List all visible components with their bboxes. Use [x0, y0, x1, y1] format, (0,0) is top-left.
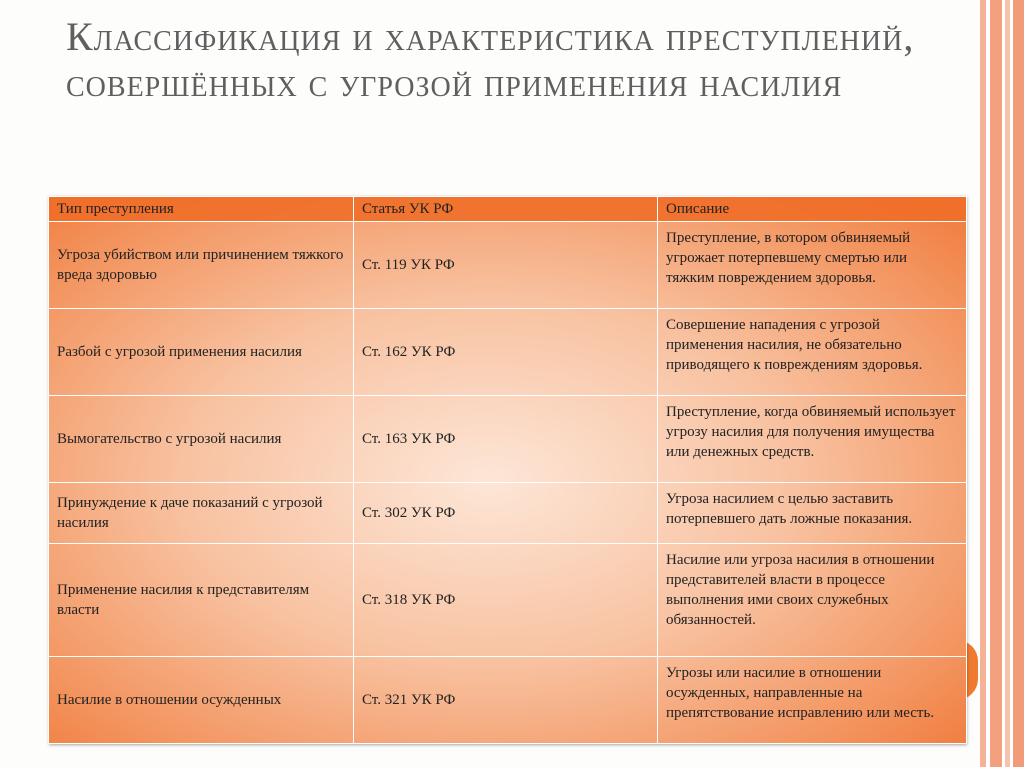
- cell-description: Угрозы или насилие в отношении осужденных, направленные на препятствование исправлению или месть.: [658, 656, 967, 743]
- cell-crime-type: Применение насилия к представителям власти: [49, 544, 354, 657]
- cell-description: Насилие или угроза насилия в отношении представителей власти в процессе выполнения ими своих служебных обязанностей.: [658, 544, 967, 657]
- cell-description: Совершение нападения с угрозой применения насилия, не обязательно приводящего к повреждениям здоровья.: [658, 309, 967, 396]
- cell-crime-type: Насилие в отношении осужденных: [49, 656, 354, 743]
- cell-description: Угроза насилием с целью заставить потерпевшего дать ложные показания.: [658, 483, 967, 544]
- crime-classification-table: [48, 196, 967, 744]
- crime-classification-table-container: [48, 196, 966, 744]
- table-row: [49, 544, 967, 657]
- cell-description: Преступление, в котором обвиняемый угрожает потерпевшему смертью или тяжким повреждением здоровья.: [658, 222, 967, 309]
- cell-crime-type: Угроза убийством или причинением тяжкого вреда здоровью: [49, 222, 354, 309]
- table-row: [49, 656, 967, 743]
- table-row: [49, 309, 967, 396]
- table-row: [49, 222, 967, 309]
- table-row: [49, 396, 967, 483]
- table-row: [49, 483, 967, 544]
- cell-article: Ст. 321 УК РФ: [354, 656, 658, 743]
- cell-article: Ст. 119 УК РФ: [354, 222, 658, 309]
- cell-article: Ст. 318 УК РФ: [354, 544, 658, 657]
- cell-crime-type: Вымогательство с угрозой насилия: [49, 396, 354, 483]
- cell-description: Преступление, когда обвиняемый использует угрозу насилия для получения имущества или денежных средств.: [658, 396, 967, 483]
- cell-article: Ст. 162 УК РФ: [354, 309, 658, 396]
- header-crime-type: Тип преступления: [49, 197, 354, 222]
- cell-article: Ст. 302 УК РФ: [354, 483, 658, 544]
- header-article: Статья УК РФ: [354, 197, 658, 222]
- cell-crime-type: Принуждение к даче показаний с угрозой насилия: [49, 483, 354, 544]
- cell-article: Ст. 163 УК РФ: [354, 396, 658, 483]
- cell-crime-type: Разбой с угрозой применения насилия: [49, 309, 354, 396]
- decorative-side-stripes: [980, 0, 1024, 767]
- header-description: Описание: [658, 197, 967, 222]
- table-header-row: [49, 197, 967, 222]
- slide-title: Классификация и характеристика преступлений, совершённых с угрозой применения насилия: [66, 14, 915, 105]
